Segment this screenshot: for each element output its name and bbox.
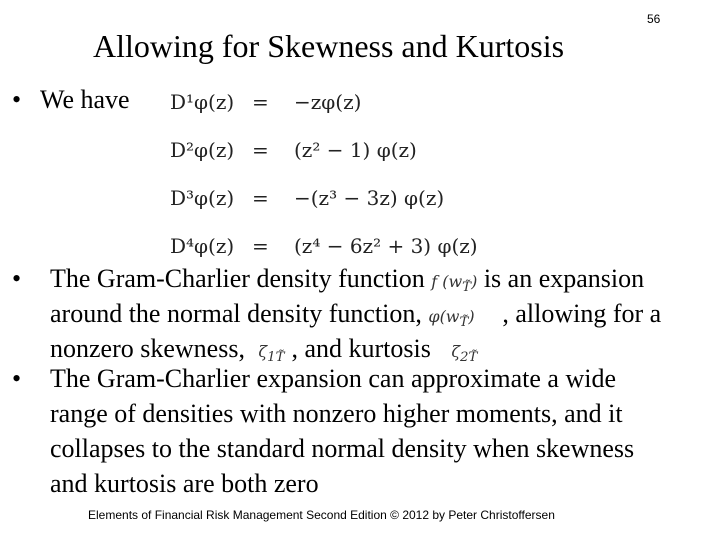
equation-row	[170, 186, 444, 210]
bullet-we-have: We have	[40, 85, 130, 114]
equals-sign: =	[252, 138, 269, 162]
math-text: )	[471, 272, 478, 291]
footer-credit: Elements of Financial Risk Management Second Edition © 2012 by Peter Christoffersen	[88, 508, 555, 522]
equation-row	[170, 90, 361, 114]
text-span: is an expansion	[483, 264, 645, 293]
math-phi-w	[428, 307, 502, 330]
bullet-marker: •	[12, 264, 22, 293]
bullet-line: collapses to the standard normal density when skewness	[50, 434, 635, 463]
bullet-marker: •	[12, 85, 22, 114]
equation-row	[170, 234, 478, 258]
math-subscript: T̃	[459, 315, 469, 331]
math-text: ζ	[451, 342, 461, 361]
equation-row	[170, 138, 417, 162]
equation-lhs: D²φ(z)	[170, 138, 235, 162]
math-text: )	[468, 307, 475, 326]
equals-sign: =	[252, 90, 269, 114]
math-zeta-1	[251, 342, 291, 365]
equation-lhs: D¹φ(z)	[170, 90, 235, 114]
bullet-line: The Gram-Charlier expansion can approximate a wide	[50, 364, 616, 393]
bullet-marker: •	[12, 364, 22, 393]
bullet-line: and kurtosis are both zero	[50, 469, 319, 498]
math-subscript: 2T̃	[460, 350, 478, 366]
math-text: φ(w	[428, 307, 460, 326]
equals-sign: =	[252, 234, 269, 258]
bullet-line	[50, 264, 644, 295]
equation-lhs: D³φ(z)	[170, 186, 235, 210]
equation-rhs: −zφ(z)	[294, 90, 362, 114]
math-zeta-2	[451, 342, 477, 365]
math-text: f (w	[431, 272, 463, 291]
equation-rhs: (z⁴ − 6z² + 3) φ(z)	[294, 234, 478, 258]
equation-rhs: −(z³ − 3z) φ(z)	[294, 186, 445, 210]
slide-number: 56	[647, 12, 661, 26]
equals-sign: =	[252, 186, 269, 210]
equation-rhs: (z² − 1) φ(z)	[294, 138, 417, 162]
text-span: The Gram-Charlier density function	[50, 264, 425, 293]
bullet-line	[50, 299, 661, 330]
math-subscript: 1T̃	[267, 350, 285, 366]
text-span: , and kurtosis	[291, 334, 431, 363]
math-text: ζ	[258, 342, 268, 361]
text-span: nonzero skewness,	[50, 334, 245, 363]
slide-title: Allowing for Skewness and Kurtosis	[93, 28, 565, 64]
math-subscript: T̃	[462, 280, 472, 296]
text-span: around the normal density function,	[50, 299, 422, 328]
math-f-w	[431, 272, 477, 295]
text-span: , allowing for a	[502, 299, 662, 328]
equation-lhs: D⁴φ(z)	[170, 234, 235, 258]
bullet-line	[50, 334, 477, 365]
bullet-line: range of densities with nonzero higher moments, and it	[50, 399, 623, 428]
